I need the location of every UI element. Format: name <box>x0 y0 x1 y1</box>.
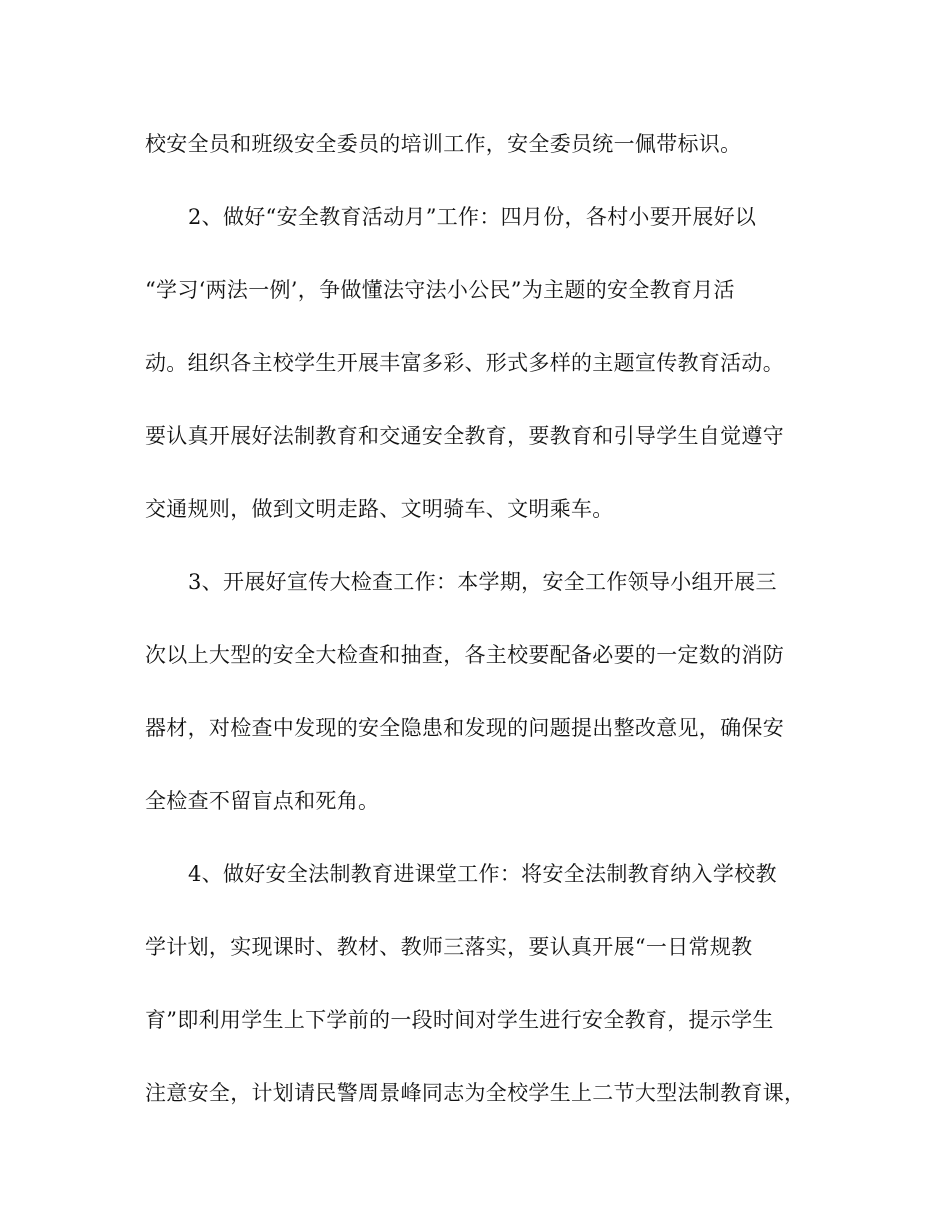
text-line: 次以上大型的安全大检查和抽查，各主校要配备必要的一定数的消防 <box>145 643 784 667</box>
paragraph-start-line: 4、做好安全法制教育进课堂工作：将安全法制教育纳入学校教 <box>188 862 777 886</box>
text-line: 交通规则，做到文明走路、文明骑车、文明乘车。 <box>145 497 614 521</box>
text-line: 学计划，实现课时、教材、教师三落实，要认真开展“一日常规教 <box>145 935 753 959</box>
text-line: 注意安全，计划请民警周景峰同志为全校学生上二节大型法制教育课， <box>145 1081 806 1105</box>
text-line: 校安全员和班级安全委员的培训工作，安全委员统一佩带标识。 <box>145 132 742 156</box>
paragraph-start-line: 2、做好“安全教育活动月”工作：四月份，各村小要开展好以 <box>188 205 757 229</box>
text-line: 动。组织各主校学生开展丰富多彩、形式多样的主题宣传教育活动。 <box>145 351 784 375</box>
text-line: 全检查不留盲点和死角。 <box>145 789 380 813</box>
text-line: 要认真开展好法制教育和交通安全教育，要教育和引导学生自觉遵守 <box>145 424 784 448</box>
text-line: 器材，对检查中发现的安全隐患和发现的问题提出整改意见，确保安 <box>145 716 784 740</box>
text-line: “学习‘两法一例’，争做懂法守法小公民”为主题的安全教育月活 <box>145 278 735 302</box>
text-line: 育”即利用学生上下学前的一段时间对学生进行安全教育，提示学生 <box>145 1008 774 1032</box>
paragraph-start-line: 3、开展好宣传大检查工作：本学期，安全工作领导小组开展三 <box>188 570 777 594</box>
